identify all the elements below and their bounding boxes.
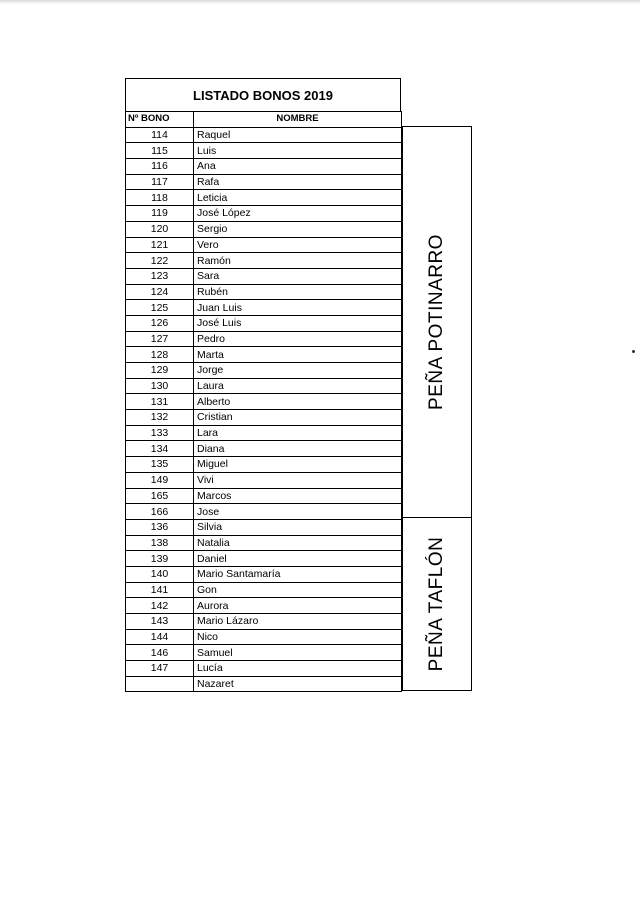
table-row [126, 457, 402, 473]
bono-number-cell: 117 [126, 174, 194, 190]
table-row [126, 394, 402, 410]
bono-number-cell: 126 [126, 315, 194, 331]
bono-number-cell [126, 676, 194, 692]
table-row [126, 315, 402, 331]
bono-number-cell: 121 [126, 237, 194, 253]
name-cell: Pedro [194, 331, 402, 347]
table-row [126, 378, 402, 394]
name-cell: Ramón [194, 253, 402, 269]
name-cell: Marta [194, 347, 402, 363]
name-cell: Mario Santamaría [194, 566, 402, 582]
bono-number-cell: 141 [126, 582, 194, 598]
table-row [126, 472, 402, 488]
table-row [126, 174, 402, 190]
table-header-row [126, 112, 402, 128]
bono-number-cell: 140 [126, 566, 194, 582]
bono-number-cell: 130 [126, 378, 194, 394]
table-row [126, 425, 402, 441]
name-cell: Sara [194, 268, 402, 284]
bono-number-cell: 132 [126, 410, 194, 426]
name-cell: Rubén [194, 284, 402, 300]
name-cell: Silvia [194, 519, 402, 535]
bono-number-cell: 138 [126, 535, 194, 551]
name-cell: Aurora [194, 598, 402, 614]
table-row [126, 676, 402, 692]
table-row [126, 519, 402, 535]
bono-number-cell: 116 [126, 159, 194, 175]
header-name: NOMBRE [194, 112, 402, 128]
group-box-potinarro [402, 126, 472, 518]
scan-top-edge [0, 0, 640, 4]
bono-number-cell: 147 [126, 661, 194, 677]
bono-number-cell: 144 [126, 629, 194, 645]
table-row [126, 347, 402, 363]
table-row [126, 127, 402, 143]
table-row [126, 268, 402, 284]
table-row [126, 582, 402, 598]
bono-number-cell: 131 [126, 394, 194, 410]
name-cell: Vero [194, 237, 402, 253]
name-cell: Juan Luis [194, 300, 402, 316]
table-row [126, 614, 402, 630]
bono-number-cell: 127 [126, 331, 194, 347]
bono-number-cell: 142 [126, 598, 194, 614]
bonus-table [125, 111, 402, 692]
header-bono-number: Nº BONO [126, 112, 194, 128]
table-row [126, 661, 402, 677]
table-row [126, 284, 402, 300]
table-row [126, 629, 402, 645]
bono-number-cell: 139 [126, 551, 194, 567]
name-cell: Lara [194, 425, 402, 441]
name-cell: José López [194, 206, 402, 222]
bono-number-cell: 136 [126, 519, 194, 535]
group-label-potinarro: PEÑA POTINARRO [426, 234, 447, 410]
table-row [126, 598, 402, 614]
name-cell: Leticia [194, 190, 402, 206]
bono-number-cell: 118 [126, 190, 194, 206]
bono-number-cell: 128 [126, 347, 194, 363]
name-cell: Laura [194, 378, 402, 394]
bono-number-cell: 114 [126, 127, 194, 143]
bono-number-cell: 124 [126, 284, 194, 300]
name-cell: Diana [194, 441, 402, 457]
table-row [126, 535, 402, 551]
table-row [126, 488, 402, 504]
bono-number-cell: 119 [126, 206, 194, 222]
name-cell: Lucía [194, 661, 402, 677]
name-cell: Marcos [194, 488, 402, 504]
bono-number-cell: 125 [126, 300, 194, 316]
name-cell: Gon [194, 582, 402, 598]
table-row [126, 159, 402, 175]
table-row [126, 331, 402, 347]
table-row [126, 551, 402, 567]
name-cell: Miguel [194, 457, 402, 473]
bono-number-cell: 165 [126, 488, 194, 504]
name-cell: Nico [194, 629, 402, 645]
bono-number-cell: 143 [126, 614, 194, 630]
table-row [126, 300, 402, 316]
bono-number-cell: 133 [126, 425, 194, 441]
name-cell: Raquel [194, 127, 402, 143]
group-box-taflon [402, 517, 472, 691]
name-cell: Rafa [194, 174, 402, 190]
table-row [126, 441, 402, 457]
group-label-taflon: PEÑA TAFLÓN [426, 536, 447, 672]
name-cell: Nazaret [194, 676, 402, 692]
name-cell: Alberto [194, 394, 402, 410]
bono-number-cell: 166 [126, 504, 194, 520]
table-row [126, 645, 402, 661]
table-row [126, 566, 402, 582]
bonus-list-sheet [125, 78, 473, 692]
bono-number-cell: 135 [126, 457, 194, 473]
name-cell: Samuel [194, 645, 402, 661]
table-row [126, 253, 402, 269]
name-cell: Mario Lázaro [194, 614, 402, 630]
bono-number-cell: 123 [126, 268, 194, 284]
name-cell: Luis [194, 143, 402, 159]
table-row [126, 190, 402, 206]
bono-number-cell: 122 [126, 253, 194, 269]
bono-number-cell: 129 [126, 363, 194, 379]
name-cell: Jorge [194, 363, 402, 379]
name-cell: Daniel [194, 551, 402, 567]
name-cell: Vivi [194, 472, 402, 488]
name-cell: Cristian [194, 410, 402, 426]
bono-number-cell: 120 [126, 221, 194, 237]
name-cell: Sergio [194, 221, 402, 237]
bono-number-cell: 146 [126, 645, 194, 661]
table-row [126, 237, 402, 253]
bono-number-cell: 134 [126, 441, 194, 457]
table-body [126, 127, 402, 692]
scan-speck [632, 350, 635, 353]
name-cell: Jose [194, 504, 402, 520]
table-row [126, 206, 402, 222]
bono-number-cell: 149 [126, 472, 194, 488]
name-cell: Natalia [194, 535, 402, 551]
list-title: LISTADO BONOS 2019 [125, 78, 401, 111]
name-cell: José Luis [194, 315, 402, 331]
table-row [126, 221, 402, 237]
table-row [126, 143, 402, 159]
table-row [126, 363, 402, 379]
table-row [126, 504, 402, 520]
name-cell: Ana [194, 159, 402, 175]
table-row [126, 410, 402, 426]
bono-number-cell: 115 [126, 143, 194, 159]
